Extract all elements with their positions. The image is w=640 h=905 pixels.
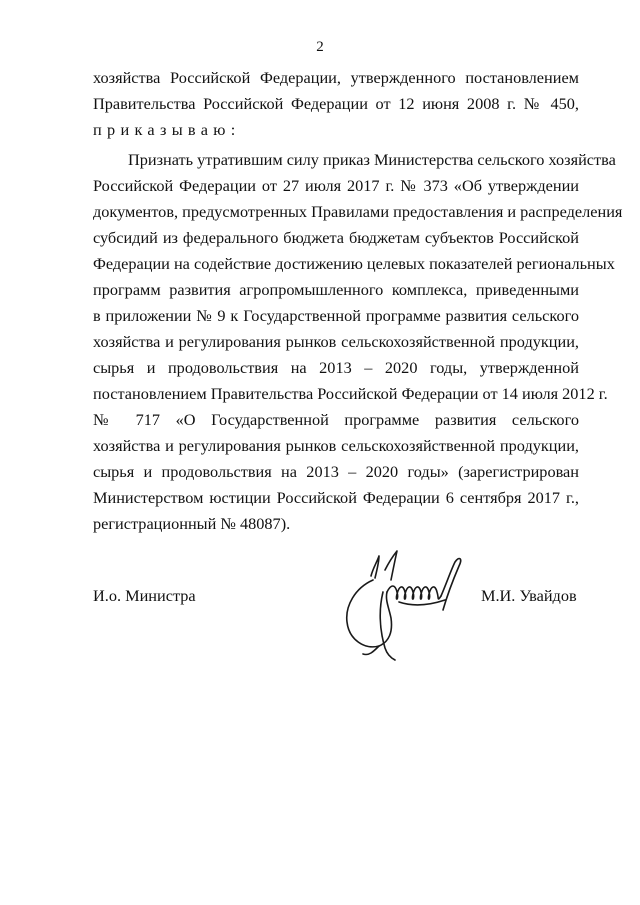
page-number: 2 [316, 39, 324, 55]
order-paragraph [93, 147, 623, 537]
signature-row [0, 586, 640, 616]
order-line: Российской Федерации от 27 июля 2017 г. № 373 «Об утверждении [93, 176, 579, 195]
order-line: Признать утратившим силу приказ Министерства сельского хозяйства [128, 150, 616, 169]
signatory-name: М.И. Увайдов [481, 586, 577, 605]
order-word: приказываю: [93, 120, 241, 139]
order-line: хозяйства и регулирования рынков сельскохозяйственной продукции, [93, 332, 579, 351]
order-line: хозяйства и регулирования рынков сельскохозяйственной продукции, [93, 436, 579, 455]
signatory-title: И.о. Министра [93, 586, 196, 605]
order-line: субсидий из федерального бюджета бюджетам субъектов Российской [93, 228, 579, 247]
order-line: сырья и продовольствия на 2013 – 2020 годы» (зарегистрирован [93, 462, 579, 481]
order-line: постановлением Правительства Российской Федерации от 14 июля 2012 г. [93, 384, 608, 403]
order-line: документов, предусмотренных Правилами предоставления и распределения [93, 202, 623, 221]
order-line: программ развития агропромышленного комплекса, приведенными [93, 280, 579, 299]
order-line: в приложении № 9 к Государственной программе развития сельского [93, 306, 579, 325]
intro-paragraph [93, 65, 579, 143]
order-line: № 717 «О Государственной программе развития сельского [93, 410, 579, 429]
handwritten-signature [333, 548, 473, 666]
intro-line: Правительства Российской Федерации от 12 июня 2008 г. № 450, [93, 94, 579, 113]
order-line: сырья и продовольствия на 2013 – 2020 годы, утвержденной [93, 358, 579, 377]
intro-line: хозяйства Российской Федерации, утвержденного постановлением [93, 68, 579, 87]
order-line: Федерации на содействие достижению целевых показателей региональных [93, 254, 615, 273]
order-line: Министерством юстиции Российской Федерации 6 сентября 2017 г., [93, 488, 579, 507]
order-line: регистрационный № 48087). [93, 514, 291, 533]
